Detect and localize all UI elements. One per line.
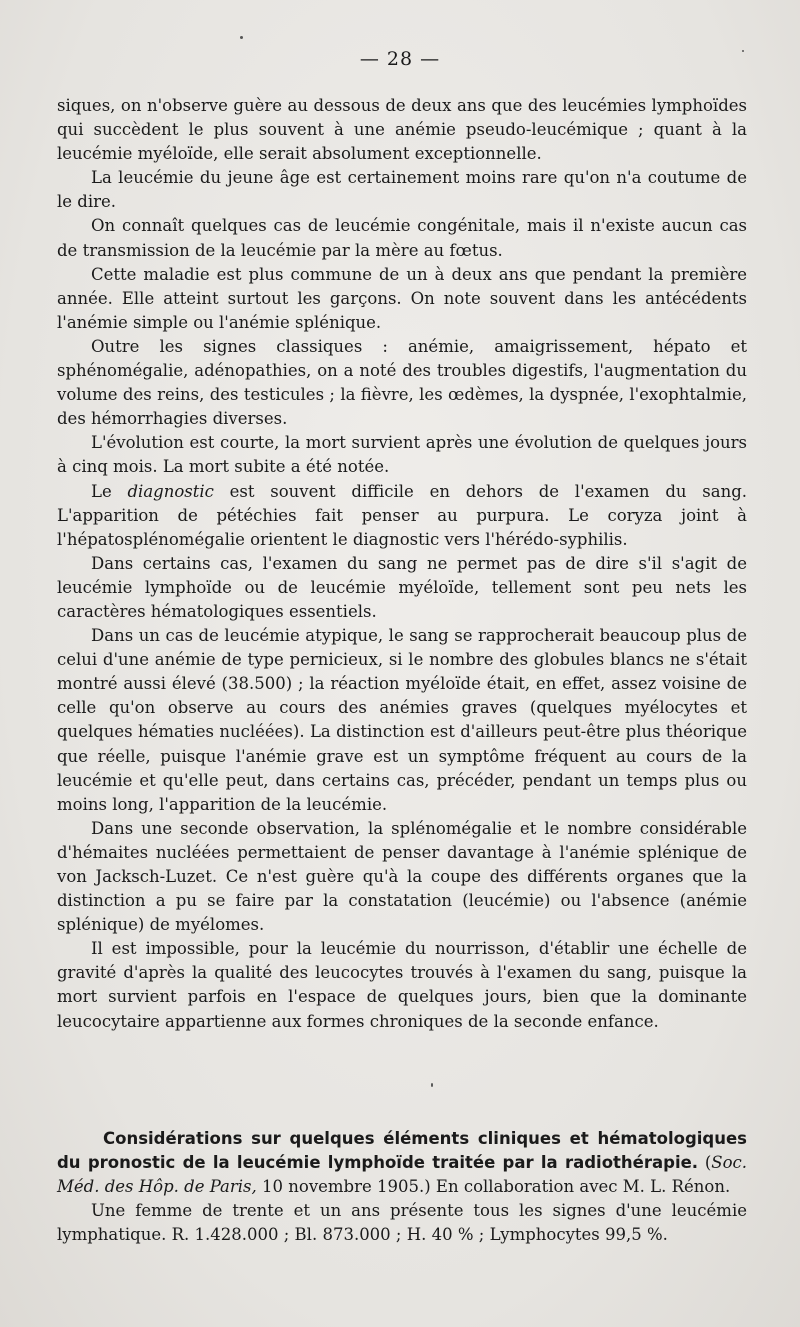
- publication-entry: [57, 1127, 747, 1247]
- ink-speck: [431, 1083, 433, 1087]
- paragraph: Outre les signes classiques : anémie, amaigrissement, hépato et sphénomégalie, adénopathies, on a noté des troubles digestifs, l'augmentation du volume des reins, des testicules ; la fièvre, les œdèmes, la dyspnée, l'exophtalmie, des hémorrhagies diverses.: [57, 336, 747, 429]
- paragraph: Cette maladie est plus commune de un à deux ans que pendant la première année. Elle atteint surtout les garçons. On note souvent dans les antécédents l'anémie simple ou l'anémie splénique.: [57, 264, 747, 332]
- page-number: — 28 —: [359, 48, 441, 70]
- citation-rest: 10 novembre 1905.) En collaboration avec M. L. Rénon.: [256, 1177, 731, 1197]
- body-text: [57, 94, 747, 1034]
- ink-speck: [742, 50, 744, 52]
- paragraph: Dans certains cas, l'examen du sang ne permet pas de dire s'il s'agit de leucémie lymphoïde ou de leucémie myéloïde, tellement sont peu nets les caractères hématologiques essentiels.: [57, 553, 747, 621]
- entry-header: [57, 1127, 747, 1199]
- paragraph: La leucémie du jeune âge est certainement moins rare qu'on n'a coutume de le dire.: [57, 168, 747, 212]
- paragraph: On connaît quelques cas de leucémie congénitale, mais il n'existe aucun cas de transmission de la leucémie par la mère au fœtus.: [57, 216, 747, 260]
- paragraph: Dans une seconde observation, la splénomégalie et le nombre considérable d'hémaites nucléées permettaient de penser davantage à l'anémie splénique de von Jacksch-Luzet. Ce n'est guère qu'à la coupe des différents organes que la distinction a pu se faire par la constatation (leucémie) ou l'absence (anémie splénique) de myélomes.: [57, 818, 747, 935]
- paragraph: siques, on n'observe guère au dessous de deux ans que des leucémies lymphoïdes qui succèdent le plus souvent à une anémie pseudo-leucémique ; quant à la leucémie myéloïde, elle serait absolument exceptionnelle.: [57, 96, 747, 164]
- paragraph: L'évolution est courte, la mort survient après une évolution de quelques jours à cinq mois. La mort subite a été notée.: [57, 433, 747, 477]
- italic-term: diagnostic: [127, 481, 214, 501]
- citation-open: (: [698, 1153, 712, 1173]
- entry-title: Considérations sur quelques éléments cliniques et hématologiques du pronostic de la leucémie lymphoïde traitée par la radiothérapie.: [57, 1129, 747, 1173]
- text-run: est souvent difficile en dehors de l'examen du sang. L'apparition de pétéchies fait penser au purpura. Le coryza joint à l'hépatosplénomégalie orientent le diagnostic vers l'hérédo-syphilis.: [57, 481, 748, 549]
- ink-speck: [240, 36, 243, 39]
- citation-journal: Soc. Méd. des Hôp. de Paris,: [57, 1153, 747, 1197]
- entry-body: Une femme de trente et un ans présente tous les signes d'une leucémie lymphatique. R. 1.428.000 ; Bl. 873.000 ; H. 40 % ; Lymphocytes 99,5 %.: [57, 1201, 747, 1245]
- paragraph: [57, 480, 747, 552]
- text-run: Le: [91, 481, 128, 501]
- paragraph: Dans un cas de leucémie atypique, le sang se rapprocherait beaucoup plus de celui d'une anémie de type pernicieux, si le nombre des globules blancs ne s'était montré aussi élevé (38.500) ; la réaction myéloïde était, en effet, assez voisine de celle qu'on observe au cours des anémies graves (quelques myélocytes et quelques hématies nucléées). La distinction est d'ailleurs peut-être plus théorique que réelle, puisque l'anémie grave est un symptôme fréquent au cours de la leucémie et qu'elle peut, dans certains cas, précéder, pendant un temps plus ou moins long, l'apparition de la leucémie.: [57, 626, 747, 814]
- paragraph: Il est impossible, pour la leucémie du nourrisson, d'établir une échelle de gravité d'après la qualité des leucocytes trouvés à l'examen du sang, puisque la mort survient parfois en l'espace de quelques jours, bien que la dominante leucocytaire appartienne aux formes chroniques de la seconde enfance.: [57, 939, 747, 1031]
